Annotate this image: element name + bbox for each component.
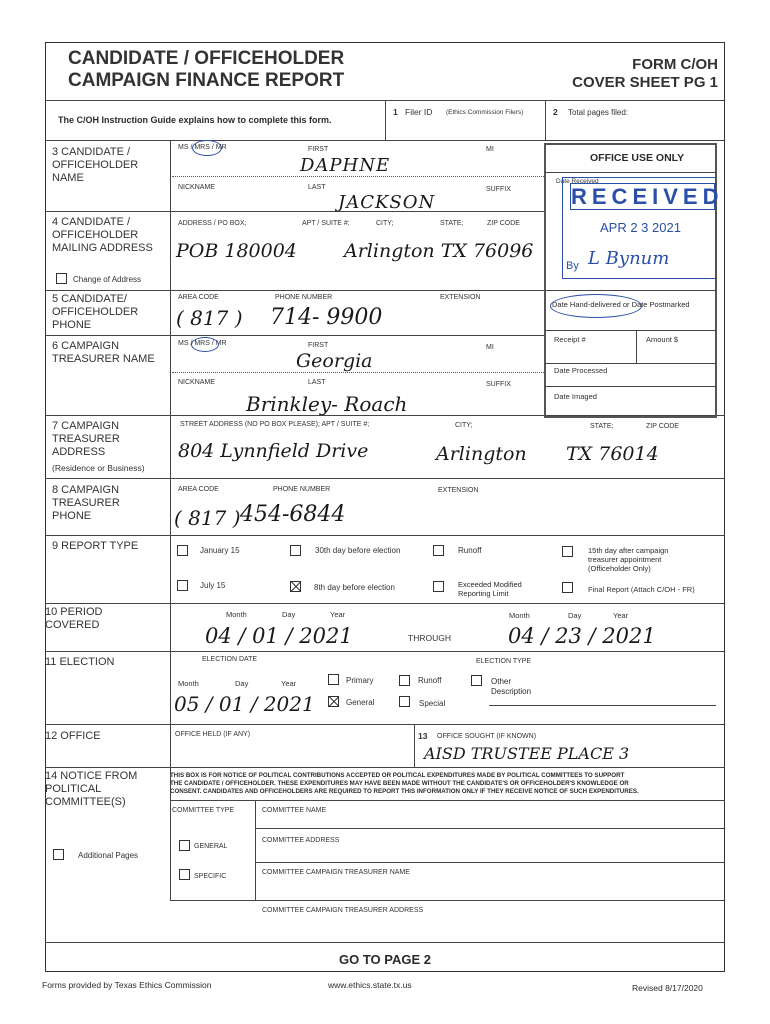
filer-id-label: Filer ID [405,107,433,117]
period-year-label: Year [330,610,346,619]
zip-label: ZIP CODE [487,220,520,227]
date-received-label: Date Received [556,178,599,185]
candidate-address[interactable]: POB 180004 [176,240,297,262]
treasurer-city-label: CITY; [455,422,473,429]
committee-address-label: COMMITTEE ADDRESS [262,837,340,844]
office-sought-label: OFFICE SOUGHT (IF KNOWN) [437,733,537,740]
report-final-label: Final Report (Attach C/OH - FR) [588,585,695,594]
committee-type-label: COMMITTEE TYPE [172,807,235,814]
report-exceeded-checkbox[interactable] [433,581,444,592]
report-jul15-label: July 15 [200,581,226,590]
mi-label: MI [486,146,494,153]
apt-label: APT / SUITE #; [302,220,350,227]
filer-id-number: 1 [393,107,398,117]
instruction-text: The C/OH Instruction Guide explains how to complete this form. [58,115,332,125]
election-year-label: Year [281,679,297,688]
section-9-label: 9 REPORT TYPE [52,540,139,552]
treasurer-zip-label: ZIP CODE [646,423,679,430]
section-4-label: 4 CANDIDATE / OFFICEHOLDER MAILING ADDRESS [52,216,153,254]
report-jan15-label: January 15 [200,546,240,555]
notice-text: THIS BOX IS FOR NOTICE OF POLITICAL CONTRIBUTIONS ACCEPTED OR POLITICAL EXPENDITURES MADE BY POLITICAL COMMITTEES TO SUPPORT THE CANDIDATE / OFFICEHOLDER. THESE EXPENDITURES MAY HAVE BEEN MADE WITHOUT THE CANDIDATE'S OR OFFICEHOLDER'S KNOWLEDGE OR CONSENT. CANDIDATES AND OFFICEHOLDERS ARE REQUIRED TO REPORT THIS INFORMATION ONLY IF THEY RECEIVE NOTICE OF SUCH EXPENDITURES. [170,772,639,795]
committee-general-checkbox[interactable] [179,840,190,851]
candidate-last-name[interactable]: JACKSON [338,192,436,213]
report-30day-label: 30th day before election [315,546,401,555]
last-name-label: LAST [308,184,326,191]
election-primary-label: Primary [346,676,374,685]
section-14-label: 14 NOTICE FROM POLITICAL COMMITTEE(S) [45,770,138,808]
office-use-title: OFFICE USE ONLY [590,152,685,164]
election-date-label: ELECTION DATE [202,656,258,663]
period-month-label: Month [226,610,247,619]
report-30day-checkbox[interactable] [290,545,301,556]
footer-url[interactable]: www.ethics.state.tx.us [328,980,412,990]
treasurer-last-label: LAST [308,379,326,386]
change-of-address-label: Change of Address [73,275,142,284]
salutation-label: MS / MRS / MR [178,144,227,151]
mrs-circle [192,140,222,156]
period-to-day-label: Day [568,611,582,620]
phone-number-label: PHONE NUMBER [275,294,333,301]
election-special-checkbox[interactable] [399,696,410,707]
amount-label: Amount $ [646,335,679,344]
treasurer-street[interactable]: 804 Lynnfield Drive [178,440,369,462]
election-runoff-checkbox[interactable] [399,675,410,686]
footer-revised: Revised 8/17/2020 [632,983,703,993]
election-runoff-label: Runoff [418,676,442,685]
form-id: FORM C/OH [632,56,718,73]
area-code-label: AREA CODE [178,294,219,301]
received-stamp-word: RECEIVED [571,184,724,209]
candidate-area-code[interactable]: ( 817 ) [176,306,243,330]
report-jan15-checkbox[interactable] [177,545,188,556]
treasurer-phone[interactable]: 454-6844 [240,502,346,527]
footer-provided: Forms provided by Texas Ethics Commission [42,980,212,990]
treasurer-mrs-circle [191,337,219,352]
report-final-checkbox[interactable] [562,582,573,593]
committee-treasurer-address-label: COMMITTEE CAMPAIGN TREASURER ADDRESS [262,907,424,914]
first-name-label: FIRST [308,146,329,153]
cover-sheet-label: COVER SHEET PG 1 [572,74,718,91]
report-15day-checkbox[interactable] [562,546,573,557]
section-7-label: 7 CAMPAIGN TREASURER ADDRESS [52,420,120,458]
treasurer-state-label: STATE; [590,423,614,430]
treasurer-last-name[interactable]: Brinkley- Roach [246,392,408,416]
filer-id-note: (Ethics Commission Filers) [446,109,524,116]
section-6-label: 6 CAMPAIGN TREASURER NAME [52,340,155,365]
date-imaged-label: Date Imaged [554,392,597,401]
office-held-label: OFFICE HELD (IF ANY) [175,731,251,738]
hand-delivered-label: Date Hand-delivered or Date Postmarked [552,300,690,309]
committee-specific-label: SPECIFIC [194,873,227,880]
election-primary-checkbox[interactable] [328,674,339,685]
section-8-label: 8 CAMPAIGN TREASURER PHONE [52,484,120,522]
received-stamp-date: APR 2 3 2021 [600,220,681,235]
city-label: CITY; [376,220,394,227]
treasurer-mi-label: MI [486,344,494,351]
election-date[interactable]: 05 / 01 / 2021 [174,692,315,716]
section-12-label: 12 OFFICE [45,730,101,742]
election-general-checkbox[interactable] [328,696,339,707]
treasurer-nickname-label: NICKNAME [178,379,215,386]
goto-page-2: GO TO PAGE 2 [339,952,431,967]
candidate-phone[interactable]: 714- 9900 [270,305,383,330]
received-stamp-signature: L Bynum [588,248,670,269]
section-3-label: 3 CANDIDATE / OFFICEHOLDER NAME [52,146,139,184]
date-processed-label: Date Processed [554,366,608,375]
section-13-num: 13 [418,731,428,741]
election-type-label: ELECTION TYPE [476,658,532,665]
form-title-line2: CAMPAIGN FINANCE REPORT [68,70,345,91]
treasurer-phone-label: PHONE NUMBER [273,486,331,493]
section-11-label: 11 ELECTION [45,656,115,668]
hand-delivered-circle [550,294,642,318]
section-7-sub: (Residence or Business) [52,463,145,473]
treasurer-area-code[interactable]: ( 817 ) [174,506,241,530]
report-runoff-checkbox[interactable] [433,545,444,556]
suffix-label: SUFFIX [486,186,511,193]
election-other-label: Other Description [491,677,532,696]
committee-name-label: COMMITTEE NAME [262,807,327,814]
candidate-first-name[interactable]: DAPHNE [300,155,391,176]
report-8day-checkbox[interactable] [290,581,301,592]
election-special-label: Special [419,699,446,708]
report-runoff-label: Runoff [458,546,482,555]
treasurer-state-zip[interactable]: TX 76014 [566,443,659,465]
committee-treasurer-name-label: COMMITTEE CAMPAIGN TREASURER NAME [262,869,410,876]
election-day-label: Day [235,679,249,688]
treasurer-first-name[interactable]: Georgia [296,350,373,372]
treasurer-city[interactable]: Arlington [436,443,527,465]
total-pages-label: Total pages filed: [568,108,629,117]
report-exceeded-label: Exceeded Modified Reporting Limit [458,580,522,598]
period-to-month-label: Month [509,611,530,620]
period-to[interactable]: 04 / 23 / 2021 [508,624,656,648]
committee-general-label: GENERAL [194,843,228,850]
report-8day-label: 8th day before election [314,583,395,592]
election-general-label: General [346,698,375,707]
period-from[interactable]: 04 / 01 / 2021 [205,624,353,648]
nickname-label: NICKNAME [178,184,215,191]
committee-specific-checkbox[interactable] [179,869,190,880]
address-label: ADDRESS / PO BOX; [178,220,247,227]
treasurer-extension-label: EXTENSION [438,487,479,494]
candidate-city-state-zip[interactable]: Arlington TX 76096 [344,240,534,262]
street-address-label: STREET ADDRESS (NO PO BOX PLEASE); APT / SUITE #; [180,421,370,428]
report-jul15-checkbox[interactable] [177,580,188,591]
additional-pages-label: Additional Pages [78,851,139,860]
additional-pages-checkbox[interactable] [53,849,64,860]
state-label: STATE; [440,220,464,227]
section-10-label: 10 PERIOD COVERED [45,606,103,631]
received-stamp-by: By [566,260,579,272]
treasurer-area-code-label: AREA CODE [178,486,219,493]
election-month-label: Month [178,679,199,688]
through-label: THROUGH [408,633,451,643]
election-other-checkbox[interactable] [471,675,482,686]
treasurer-suffix-label: SUFFIX [486,381,511,388]
period-to-year-label: Year [613,611,629,620]
form-title-line1: CANDIDATE / OFFICEHOLDER [68,48,345,69]
extension-label: EXTENSION [440,294,481,301]
total-pages-number: 2 [553,107,558,117]
section-5-label: 5 CANDIDATE/ OFFICEHOLDER PHONE [52,293,139,331]
receipt-label: Receipt # [554,335,586,344]
office-sought[interactable]: AISD TRUSTEE PLACE 3 [424,744,630,763]
period-day-label: Day [282,610,296,619]
treasurer-salutation-label: MS / MRS / MR [178,340,227,347]
received-stamp-border [562,177,724,279]
treasurer-first-label: FIRST [308,342,329,349]
report-15day-label: 15th day after campaign treasurer appointment (Officeholder Only) [588,546,669,573]
change-of-address-checkbox[interactable] [56,273,67,284]
